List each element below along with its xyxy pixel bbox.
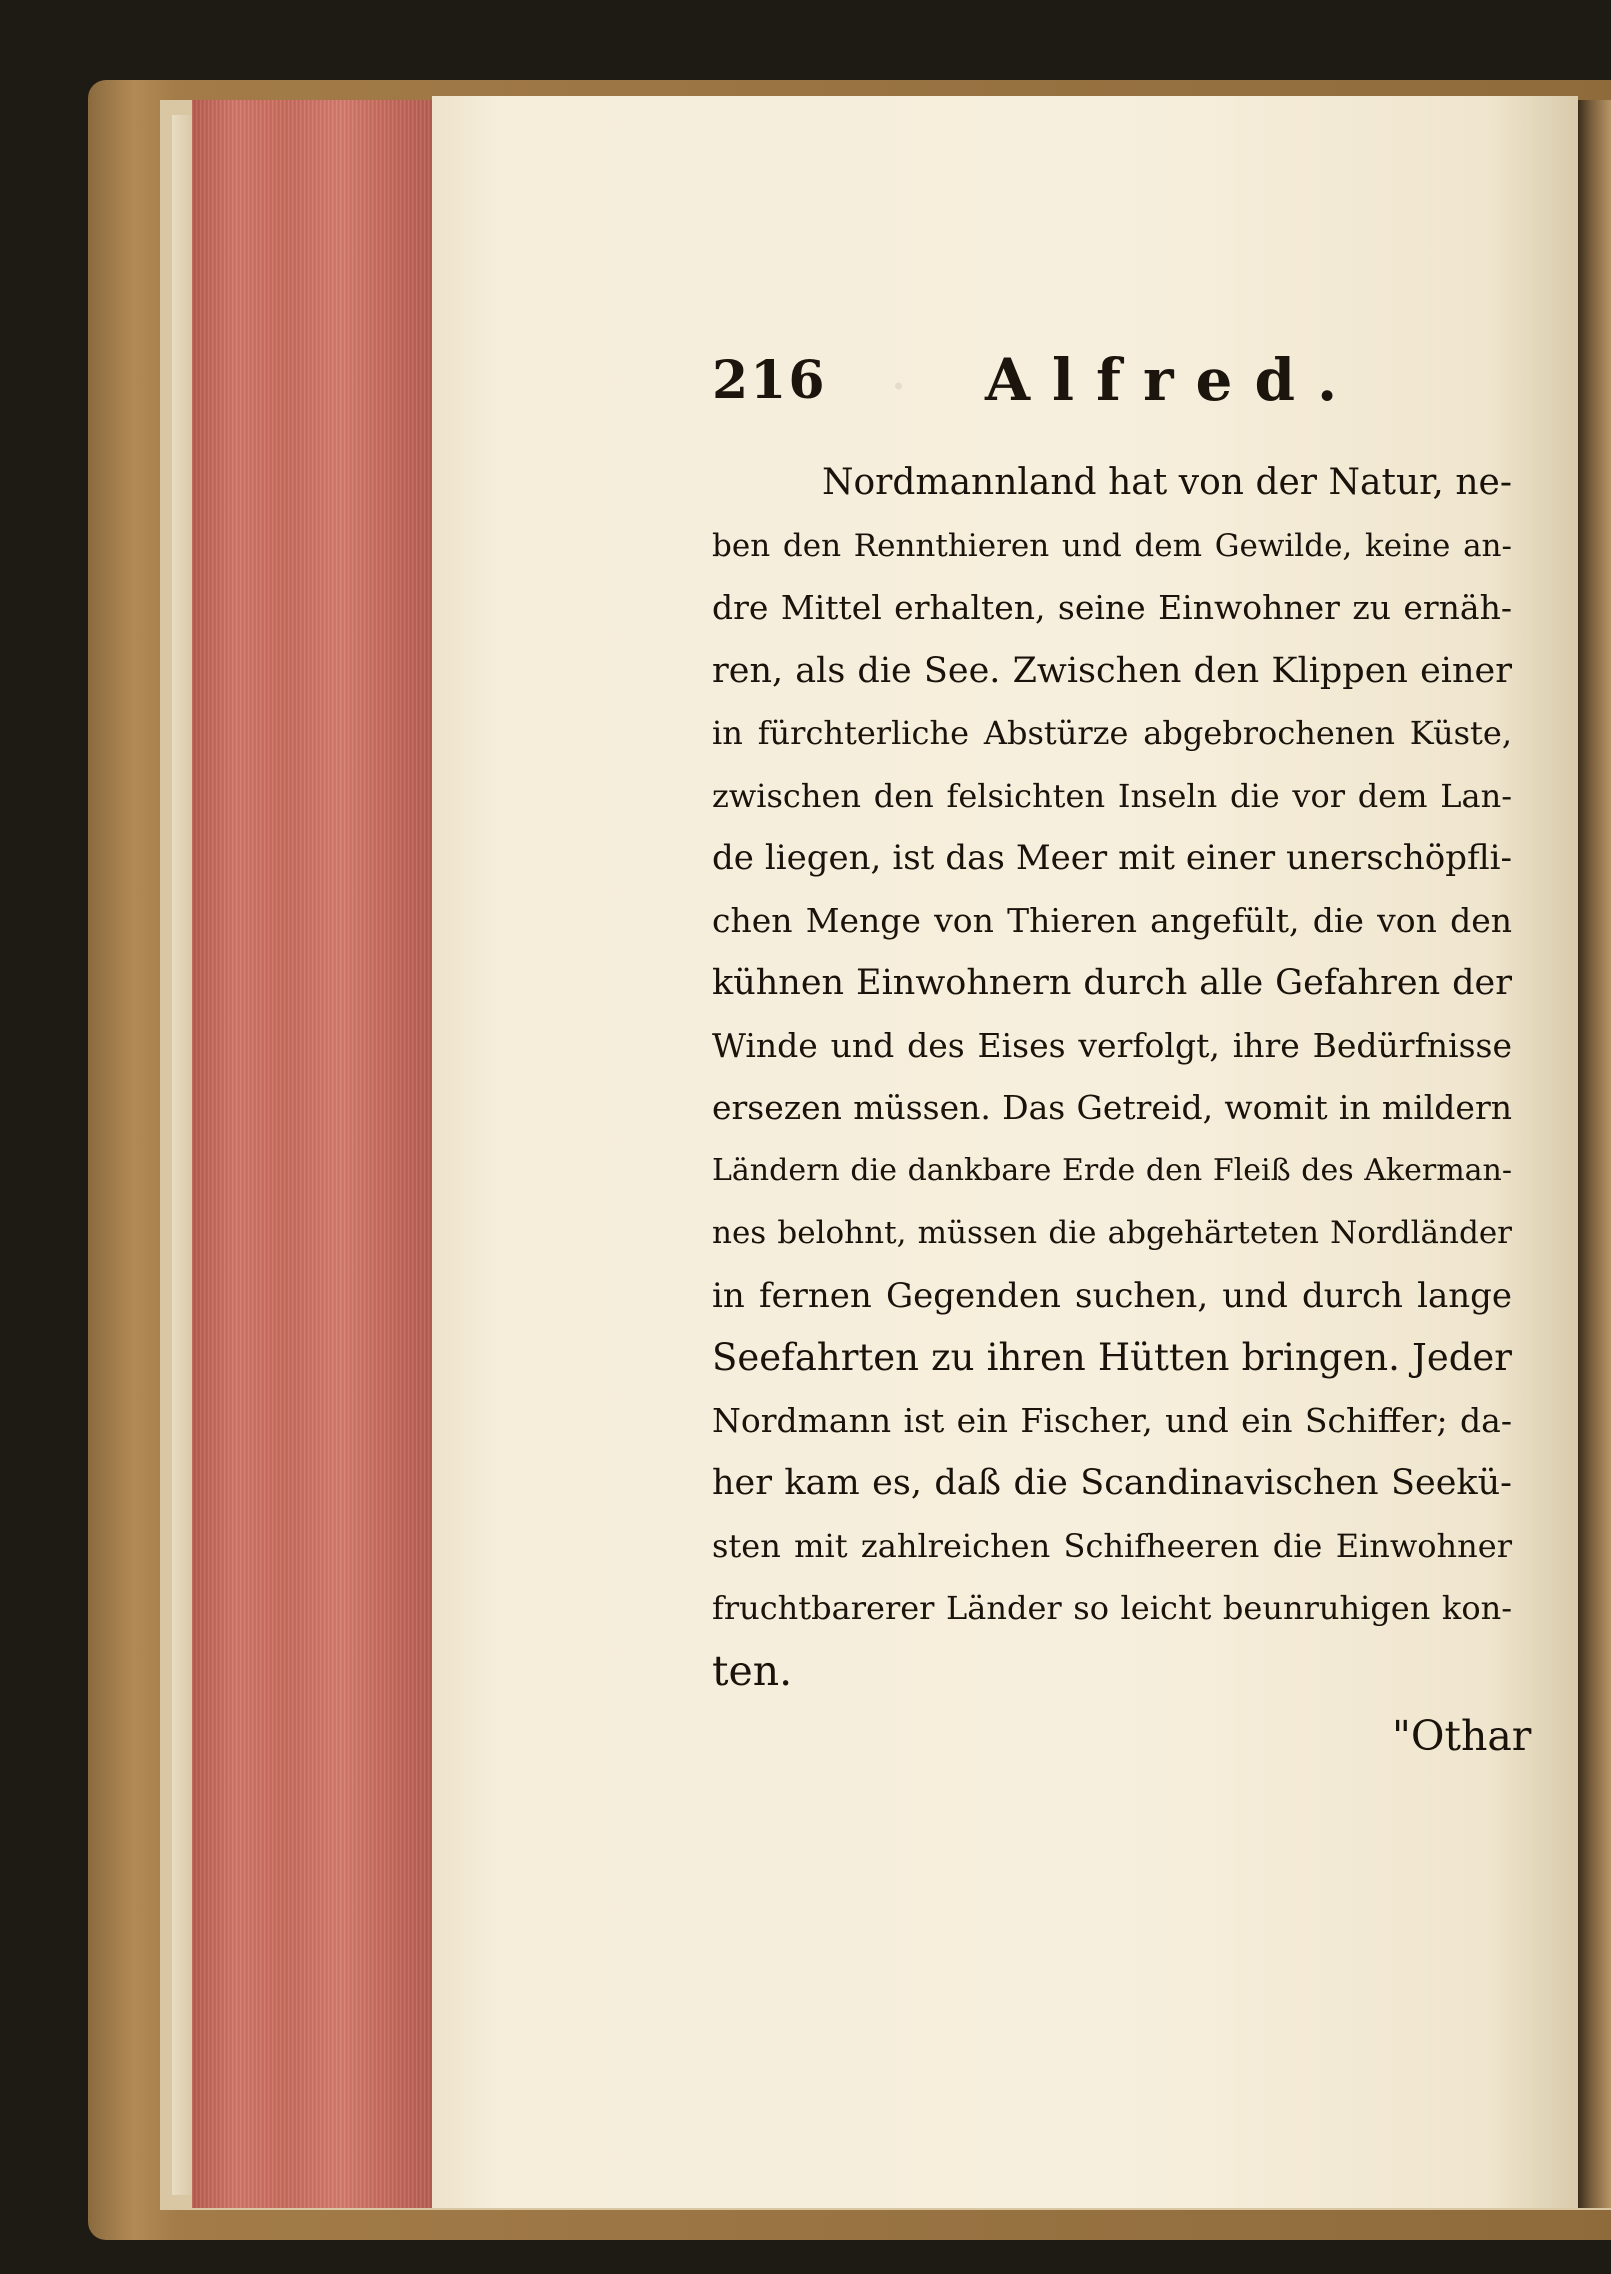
text-line: sten mit zahlreichen Schifheeren die Einwohner (712, 1526, 1512, 1565)
text-line: kühnen Einwohnern durch alle Gefahren der (712, 963, 1512, 1003)
text-line: chen Menge von Thieren angefült, die von den (712, 900, 1512, 940)
text-line: Winde und des Eises verfolgt, ihre Bedürfnisse (712, 1025, 1512, 1065)
text-line: Nordmannland hat von der Natur, ne- (822, 462, 1512, 503)
text-line: Nordmann ist ein Fischer, und ein Schiffer; da- (712, 1400, 1512, 1440)
show-through-header: · (890, 355, 928, 418)
catchword: "Othar (1392, 1712, 1532, 1760)
text-line: ren, als die See. Zwischen den Klippen einer (712, 650, 1512, 691)
running-title: Alfred. (985, 346, 1360, 414)
page-header (0, 340, 1611, 430)
text-line: in fernen Gegenden suchen, und durch lange (712, 1275, 1512, 1316)
text-line: her kam es, daß die Scandinavischen Seekü- (712, 1463, 1512, 1503)
body-text (712, 452, 1512, 1702)
text-line: de liegen, ist das Meer mit einer unerschöpfli- (712, 838, 1512, 878)
text-line: Seefahrten zu ihren Hütten bringen. Jeder (712, 1336, 1512, 1379)
page-number: 216 (712, 350, 827, 411)
text-line: zwischen den felsichten Inseln die vor dem Lan- (712, 776, 1512, 815)
text-line: fruchtbarerer Länder so leicht beunruhigen kon- (712, 1589, 1512, 1627)
text-line: ten. (712, 1646, 793, 1695)
text-line: in fürchterliche Abstürze abgebrochenen Küste, (712, 714, 1512, 752)
text-line: nes belohnt, müssen die abgehärteten Nordländer (712, 1215, 1512, 1251)
text-line: dre Mittel erhalten, seine Einwohner zu ernäh- (712, 588, 1512, 627)
text-line: Ländern die dankbare Erde den Fleiß des Akerman- (712, 1152, 1512, 1188)
text-line: ben den Rennthieren und dem Gewilde, keine an- (712, 527, 1512, 564)
text-line: ersezen müssen. Das Getreid, womit in mildern (712, 1088, 1512, 1127)
